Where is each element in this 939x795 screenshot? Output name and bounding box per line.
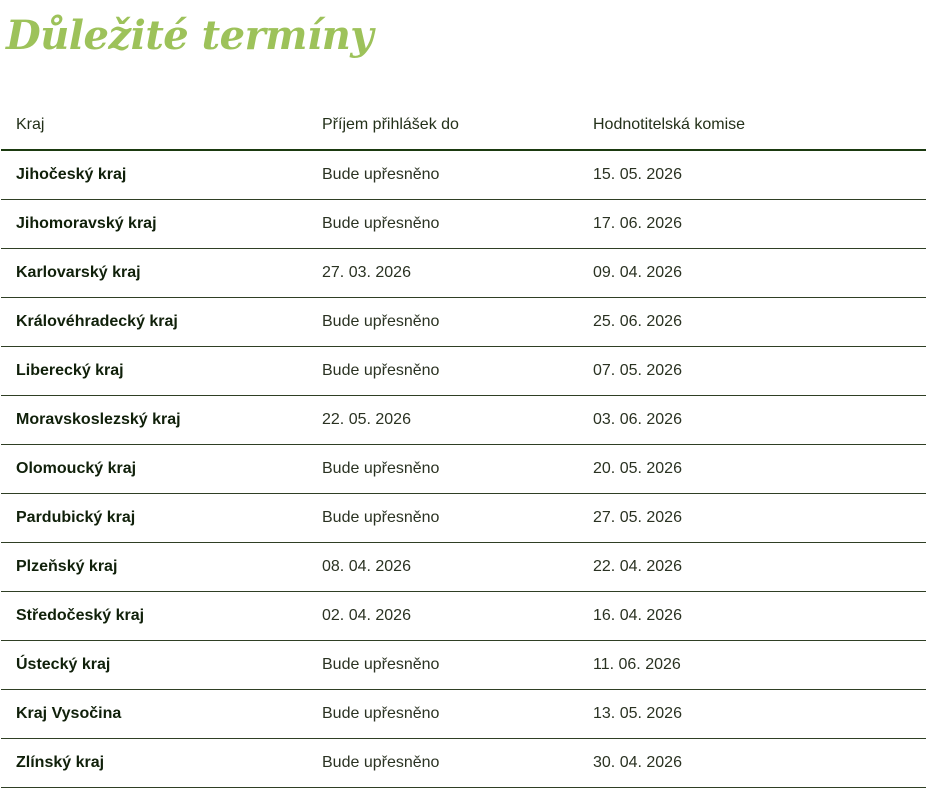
- cell-applications: Bude upřesněno: [307, 298, 578, 347]
- cell-region: Olomoucký kraj: [1, 445, 307, 494]
- table-row: [1, 298, 926, 347]
- cell-applications: 27. 03. 2026: [307, 249, 578, 298]
- table-row: [1, 739, 926, 788]
- cell-applications: Bude upřesněno: [307, 150, 578, 200]
- deadlines-table: [1, 101, 926, 788]
- table-row: [1, 150, 926, 200]
- cell-applications: 22. 05. 2026: [307, 396, 578, 445]
- table-row: [1, 494, 926, 543]
- cell-region: Plzeňský kraj: [1, 543, 307, 592]
- table-row: [1, 347, 926, 396]
- page-title: Důležité termíny: [6, 12, 374, 59]
- cell-region: Liberecký kraj: [1, 347, 307, 396]
- table-row: [1, 249, 926, 298]
- cell-applications: Bude upřesněno: [307, 641, 578, 690]
- column-header-region: Kraj: [1, 101, 307, 150]
- cell-committee: 13. 05. 2026: [578, 690, 926, 739]
- table-row: [1, 690, 926, 739]
- cell-applications: Bude upřesněno: [307, 445, 578, 494]
- cell-committee: 17. 06. 2026: [578, 200, 926, 249]
- cell-committee: 20. 05. 2026: [578, 445, 926, 494]
- cell-committee: 16. 04. 2026: [578, 592, 926, 641]
- cell-region: Kraj Vysočina: [1, 690, 307, 739]
- cell-committee: 11. 06. 2026: [578, 641, 926, 690]
- cell-applications: 02. 04. 2026: [307, 592, 578, 641]
- cell-applications: Bude upřesněno: [307, 200, 578, 249]
- cell-committee: 25. 06. 2026: [578, 298, 926, 347]
- table-row: [1, 543, 926, 592]
- table-row: [1, 396, 926, 445]
- table-row: [1, 445, 926, 494]
- cell-committee: 22. 04. 2026: [578, 543, 926, 592]
- cell-applications: 08. 04. 2026: [307, 543, 578, 592]
- table-row: [1, 641, 926, 690]
- table-row: [1, 200, 926, 249]
- cell-region: Zlínský kraj: [1, 739, 307, 788]
- cell-applications: Bude upřesněno: [307, 739, 578, 788]
- cell-region: Jihomoravský kraj: [1, 200, 307, 249]
- cell-committee: 15. 05. 2026: [578, 150, 926, 200]
- header-row: [1, 101, 926, 150]
- cell-region: Ústecký kraj: [1, 641, 307, 690]
- cell-applications: Bude upřesněno: [307, 347, 578, 396]
- cell-committee: 03. 06. 2026: [578, 396, 926, 445]
- cell-region: Moravskoslezský kraj: [1, 396, 307, 445]
- cell-committee: 27. 05. 2026: [578, 494, 926, 543]
- cell-region: Pardubický kraj: [1, 494, 307, 543]
- column-header-committee: Hodnotitelská komise: [578, 101, 926, 150]
- table-header: [1, 101, 926, 150]
- cell-committee: 30. 04. 2026: [578, 739, 926, 788]
- cell-applications: Bude upřesněno: [307, 690, 578, 739]
- cell-region: Jihočeský kraj: [1, 150, 307, 200]
- table-body: [1, 150, 926, 788]
- cell-committee: 09. 04. 2026: [578, 249, 926, 298]
- column-header-applications: Příjem přihlášek do: [307, 101, 578, 150]
- table-row: [1, 592, 926, 641]
- cell-committee: 07. 05. 2026: [578, 347, 926, 396]
- cell-region: Karlovarský kraj: [1, 249, 307, 298]
- cell-region: Středočeský kraj: [1, 592, 307, 641]
- cell-applications: Bude upřesněno: [307, 494, 578, 543]
- cell-region: Královéhradecký kraj: [1, 298, 307, 347]
